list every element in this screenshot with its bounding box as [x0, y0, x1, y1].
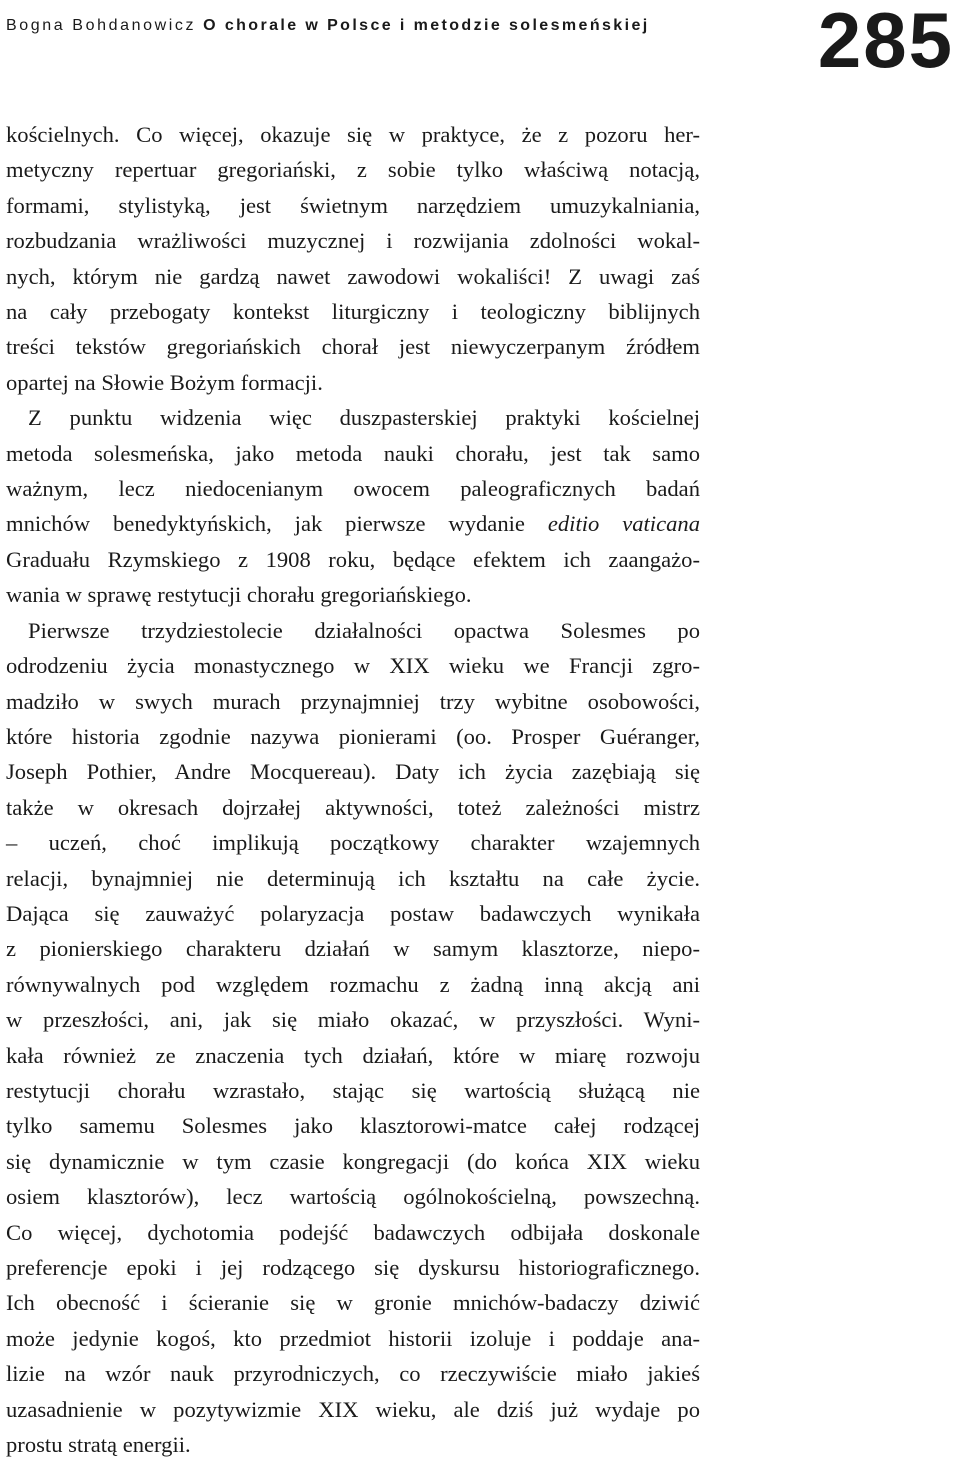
text-line: wania w sprawę restytucji chorału gregoriańskiego. — [6, 582, 472, 608]
text-line: Ich obecność i ścieranie się w gronie mnichów-badaczy dziwić — [6, 1290, 700, 1316]
text-line: madziło w swych murach przynajmniej trzy wybitne osobowości, — [6, 688, 700, 714]
text-line: metoda solesmeńska, jako metoda nauki chorału, jest tak samo — [6, 440, 700, 466]
text-line: opartej na Słowie Bożym formacji. — [6, 369, 323, 395]
text-line: Co więcej, dychotomia podejść badawczych odbijała doskonale — [6, 1219, 700, 1245]
text-line: restytucji chorału wzrastało, stając się wartością służącą nie — [6, 1077, 700, 1103]
page-number: 285 — [817, 0, 954, 84]
text-line: nych, którym nie gardzą nawet zawodowi wokaliści! Z uwagi zaś — [6, 263, 700, 289]
text-line: Dająca się zauważyć polaryzacja postaw badawczych wynikała — [6, 900, 700, 926]
running-head-title: O chorale w Polsce i metodzie solesmeńskiej — [203, 17, 650, 34]
text-line: Z punktu widzenia więc duszpasterskiej praktyki kościelnej — [28, 405, 700, 431]
paragraph-3 — [6, 613, 700, 1462]
text-line: osiem klasztorów), lecz wartością ogólnokościelną, powszechną. — [6, 1184, 700, 1210]
text-line: metyczny repertuar gregoriański, z sobie tylko właściwą notacją, — [6, 157, 700, 183]
italic-phrase: editio vaticana — [547, 511, 701, 537]
running-head-author: Bogna Bohdanowicz — [6, 17, 197, 34]
text-line: – uczeń, choć implikują początkowy charakter wzajemnych — [6, 830, 700, 856]
text-line: tylko samemu Solesmes jako klasztorowi-matce całej rodzącej — [6, 1113, 700, 1139]
text-line-part: mnichów benedyktyńskich, jak pierwsze wydanie — [6, 511, 548, 537]
text-line: lizie na wzór nauk przyrodniczych, co rzeczywiście miało jakieś — [6, 1361, 700, 1387]
paragraph-2 — [6, 400, 700, 612]
text-line: równywalnych pod względem rozmachu z żadną inną akcją ani — [6, 971, 700, 997]
text-line: formami, stylistyką, jest świetnym narzędziem umuzykalniania, — [6, 192, 700, 218]
text-line: na cały przebogaty kontekst liturgiczny i teologiczny biblijnych — [6, 299, 700, 325]
text-line: relacji, bynajmniej nie determinują ich kształtu na całe życie. — [6, 865, 700, 891]
body-text — [6, 117, 700, 1462]
text-line: uzasadnienie w pozytywizmie XIX wieku, ale dziś już wydaje po — [6, 1396, 700, 1422]
text-line: także w okresach dojrzałej aktywności, toteż zależności mistrz — [6, 794, 700, 820]
text-line: Graduału Rzymskiego z 1908 roku, będące efektem ich zaangażo- — [6, 546, 700, 572]
text-line: ważnym, lecz niedocenianym owocem paleograficznych badań — [6, 476, 700, 502]
text-line: prostu stratą energii. — [6, 1432, 191, 1458]
text-line: treści tekstów gregoriańskich chorał jest niewyczerpanym źródłem — [6, 334, 700, 360]
text-line: się dynamicznie w tym czasie kongregacji (do końca XIX wieku — [6, 1148, 700, 1174]
text-line: preferencje epoki i jej rodzącego się dyskursu historiograficznego. — [6, 1255, 700, 1280]
text-line: może jedynie kogoś, kto przedmiot historii izoluje i poddaje ana- — [6, 1325, 700, 1351]
text-line: Pierwsze trzydziestolecie działalności opactwa Solesmes po — [28, 617, 700, 643]
text-line: które historia zgodnie nazywa pionierami (oo. Prosper Guéranger, — [6, 723, 700, 749]
text-line: rozbudzania wrażliwości muzycznej i rozwijania zdolności wokal- — [6, 228, 700, 254]
text-line: odrodzeniu życia monastycznego w XIX wieku we Francji zgro- — [6, 653, 700, 679]
text-line: kościelnych. Co więcej, okazuje się w praktyce, że z pozoru her- — [6, 122, 700, 147]
paragraph-1 — [6, 117, 700, 400]
text-line: kała również ze znaczenia tych działań, które w miarę rozwoju — [6, 1042, 700, 1068]
running-head — [6, 17, 650, 35]
text-line: Joseph Pothier, Andre Mocquereau). Daty ich życia zazębiają się — [6, 759, 700, 785]
text-line: z pionierskiego charakteru działań w samym klasztorze, niepo- — [6, 936, 700, 962]
text-line: w przeszłości, ani, jak się miało okazać, w przyszłości. Wyni- — [6, 1007, 700, 1033]
text-line-with-italic — [6, 506, 700, 541]
